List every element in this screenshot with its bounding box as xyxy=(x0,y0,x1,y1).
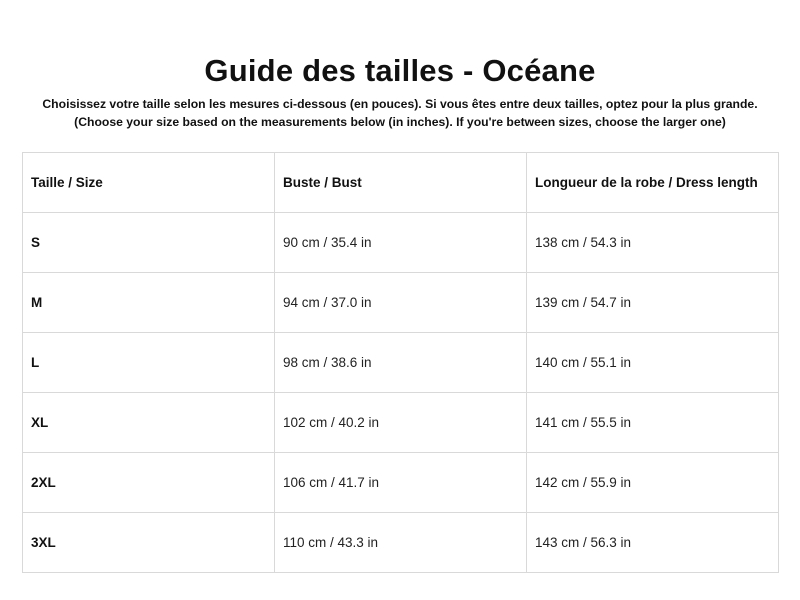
size-chart-table xyxy=(22,152,779,573)
size-cell: S xyxy=(23,213,275,273)
table-row xyxy=(23,273,779,333)
intro-french: Choisissez votre taille selon les mesures ci-dessous (en pouces). Si vous êtes entre deux tailles, optez pour la plus grande. xyxy=(42,97,758,111)
dress-length-cell: 140 cm / 55.1 in xyxy=(527,333,779,393)
size-cell: M xyxy=(23,273,275,333)
header-bust: Buste / Bust xyxy=(275,153,527,213)
table-row xyxy=(23,333,779,393)
size-cell: L xyxy=(23,333,275,393)
bust-cell: 90 cm / 35.4 in xyxy=(275,213,527,273)
dress-length-cell: 143 cm / 56.3 in xyxy=(527,513,779,573)
size-cell: 2XL xyxy=(23,453,275,513)
bust-cell: 110 cm / 43.3 in xyxy=(275,513,527,573)
header-dress-length: Longueur de la robe / Dress length xyxy=(527,153,779,213)
intro-english: (Choose your size based on the measurements below (in inches). If you're between sizes, choose the larger one) xyxy=(74,115,726,129)
bust-cell: 102 cm / 40.2 in xyxy=(275,393,527,453)
header-size: Taille / Size xyxy=(23,153,275,213)
bust-cell: 94 cm / 37.0 in xyxy=(275,273,527,333)
bust-cell: 106 cm / 41.7 in xyxy=(275,453,527,513)
dress-length-cell: 138 cm / 54.3 in xyxy=(527,213,779,273)
page-title: Guide des tailles - Océane xyxy=(204,52,596,88)
table-header-row xyxy=(23,153,779,213)
dress-length-cell: 141 cm / 55.5 in xyxy=(527,393,779,453)
table-row xyxy=(23,393,779,453)
dress-length-cell: 142 cm / 55.9 in xyxy=(527,453,779,513)
table-row xyxy=(23,453,779,513)
size-cell: 3XL xyxy=(23,513,275,573)
table-row xyxy=(23,213,779,273)
table-row xyxy=(23,513,779,573)
bust-cell: 98 cm / 38.6 in xyxy=(275,333,527,393)
size-cell: XL xyxy=(23,393,275,453)
intro-text xyxy=(0,95,800,131)
dress-length-cell: 139 cm / 54.7 in xyxy=(527,273,779,333)
